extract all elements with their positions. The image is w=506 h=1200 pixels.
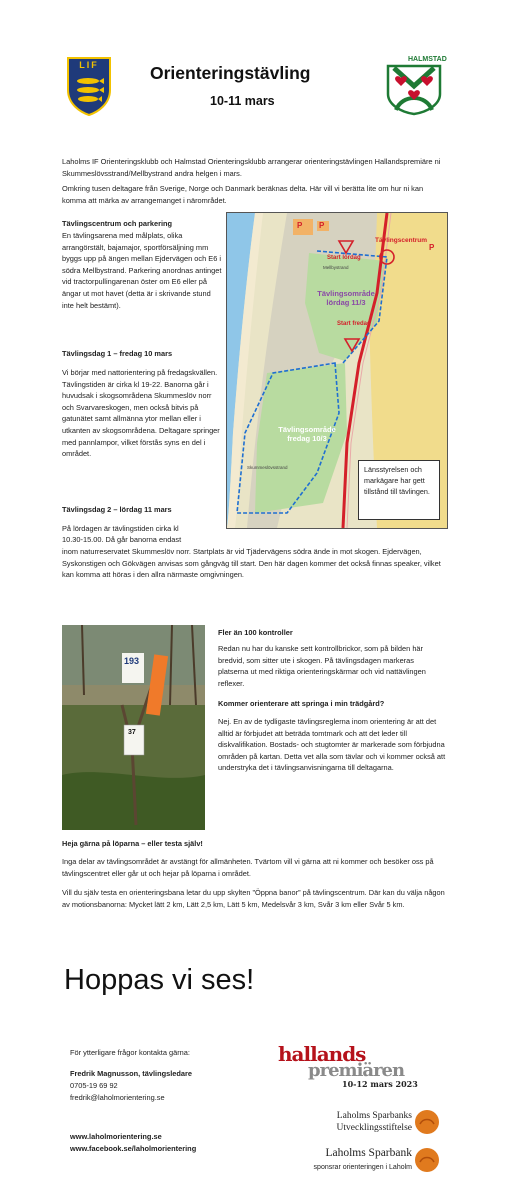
hallandspremiaren-dates: 10-12 mars 2023 xyxy=(342,1079,418,1089)
map-place-skummeslovsstrand: Skummeslövsstrand xyxy=(247,465,288,470)
event-dates: 10-11 mars xyxy=(210,94,275,108)
cheer-body-2: Vill du själv testa en orienteringsbana letar du upp skylten ”Öppna banor” på tävlingscentrum. Där kan du välja någon av motionsbanorna: Mycket lätt 2 km, Lätt 2,5 km, Lätt 5 km, Medelsvår 3 km, Svår 3 km eller Svår 5 km. xyxy=(62,888,445,909)
control-photo xyxy=(62,625,205,830)
garden-body: Nej. En av de tydligaste tävlingsreglerna inom orientering är att det alltid är förbjudet att beträda tomtmark och att det leder till diskvalifikation. Bostads- och stugtomter är markerade som förbjudna områden på kartan. Detta vet alla som tävlar och vi kommer också att understryka det i tävlingsanvisningarna till deltagarna. xyxy=(218,717,446,773)
center-body: En tävlingsarena med målplats, olika arrangörstält, bajamajor, sportförsäljning mm byggs upp på ängen mellan Ejdervägen och E6 i södra Mellbystrand. Parkering anordnas antinget vid tractorpullingarenan öster om E6 eller på ängar ut mot havet (detta är i skrivande stund inte helt bestämt). xyxy=(62,231,222,310)
map-label-area-saturday: Tävlingsområde lördag 11/3 xyxy=(317,289,375,307)
hok-logo-text: HALMSTAD xyxy=(408,56,447,63)
intro-paragraph-1: Laholms IF Orienteringsklubb och Halmstad Orienteringsklubb arrangerar orienteringstävlingen Hallandspremiäre ni Skummeslövsstrand/Mellbystrand andra helgen i mars. xyxy=(62,157,441,178)
contact-phone: 0705-19 69 92 xyxy=(70,1081,118,1090)
website-link[interactable]: www.laholmorientering.se xyxy=(70,1132,162,1141)
map-parking-2: P xyxy=(319,221,325,230)
page-title: Orienteringstävling xyxy=(150,63,311,83)
day1-body: Vi börjar med nattorientering på fredagskvällen. Tävlingstiden är cirka kl 19-22. Banorna går i huvudsak i skogsområdena Skummeslöv norr och Svarvareskogen, men också bitvis på gatunätet samt allmänna ytor mellan eller i utkanten av skogsområdena. Deltagare springer med pannlampor, vilket förstås syns en del i området. xyxy=(62,368,220,459)
photo-tag-193: 193 xyxy=(124,656,140,666)
contact-intro: För ytterligare frågor kontakta gärna: xyxy=(70,1048,190,1057)
map-label-start-friday: Start fredag xyxy=(337,321,371,327)
lif-logo xyxy=(66,56,112,116)
contact-name: Fredrik Magnusson, tävlingsledare xyxy=(70,1069,192,1078)
cheer-heading: Heja gärna på löparna – eller testa själv! xyxy=(62,839,203,848)
sponsor2-line-1: Laholms Sparbank xyxy=(325,1147,412,1159)
intro-paragraph-2: Omkring tusen deltagare från Sverige, Norge och Danmark beräknas delta. Här vill vi berätta lite om hur ni kan komma att märka av arrangemanget i närområdet. xyxy=(62,184,424,205)
map-label-area-friday: Tävlingsområde fredag 10/3 xyxy=(278,425,336,443)
day2-body: inom naturreservatet Skummeslöv norr. Startplats är vid Tjädervägens södra ände in mot skogen. Ejdervägen, Syskonstigen och Gökvägen anvisas som gångväg till start. Den här dagen kommer det också finnas speaker, vilket kan komma att höras i den allra närmaste omgivningen. xyxy=(62,547,441,580)
contact-email[interactable]: fredrik@laholmorientering.se xyxy=(70,1093,165,1102)
controls-heading: Fler än 100 kontroller xyxy=(218,628,293,637)
hallandspremiaren-logo-word-2: premiären xyxy=(308,1060,405,1081)
day2-line-2: 10.30-15.00. Då går banorna endast xyxy=(62,535,182,544)
hallandspremiaren-logo-word-1: hallands xyxy=(278,1042,366,1066)
controls-body: Redan nu har du kanske sett kontrollbrickor, som på bilden här bredvid, som sitter ute i skogen. På tävlingsdagen markeras platserna ut med riktiga orienteringskärmar och vid nattävlingen reflexer. xyxy=(218,644,426,688)
sponsor2-line-2: sponsrar orienteringen i Laholm xyxy=(313,1164,412,1171)
hok-logo xyxy=(384,54,447,116)
day1-heading: Tävlingsdag 1 – fredag 10 mars xyxy=(62,349,173,358)
garden-heading: Kommer orienterare att springa i min trädgård? xyxy=(218,699,385,708)
facebook-link[interactable]: www.facebook.se/laholmorientering xyxy=(70,1144,197,1153)
sparbank-emblem-2 xyxy=(414,1147,440,1173)
closing-heading: Hoppas vi ses! xyxy=(64,964,255,996)
hallandspremiaren-logo xyxy=(278,1042,438,1090)
sponsor-laholms-sparbank xyxy=(284,1147,442,1177)
cheer-body-1: Inga delar av tävlingsområdet är avstängt för allmänheten. Tvärtom vill vi gärna att ni kommer och besöker oss på tävlingscentret eller går ut och hejar på löparna i området. xyxy=(62,857,434,878)
sponsor-utvecklingsstiftelse xyxy=(300,1109,442,1139)
day2-line-1: På lördagen är tävlingstiden cirka kl xyxy=(62,524,179,533)
map-label-center: Tävlingscentrum xyxy=(375,237,428,244)
day2-heading: Tävlingsdag 2 – lördag 11 mars xyxy=(62,505,172,514)
photo-tag-37: 37 xyxy=(128,729,136,736)
map-parking-3: P xyxy=(429,243,435,252)
permission-note: Länsstyrelsen och markägare har gett tillstånd till tävlingen. xyxy=(358,460,440,520)
center-heading: Tävlingscentrum och parkering xyxy=(62,219,173,228)
map-parking-1: P xyxy=(297,221,303,230)
sponsor1-line-1: Laholms Sparbanks xyxy=(336,1111,412,1121)
map-label-start-saturday: Start lördag xyxy=(327,255,361,261)
sparbank-emblem-1 xyxy=(414,1109,440,1135)
map-place-mellbystrand: Mellbystrand xyxy=(323,265,349,270)
lif-logo-text: LIF xyxy=(79,60,99,70)
sponsor1-line-2: Utvecklingsstiftelse xyxy=(336,1123,412,1133)
